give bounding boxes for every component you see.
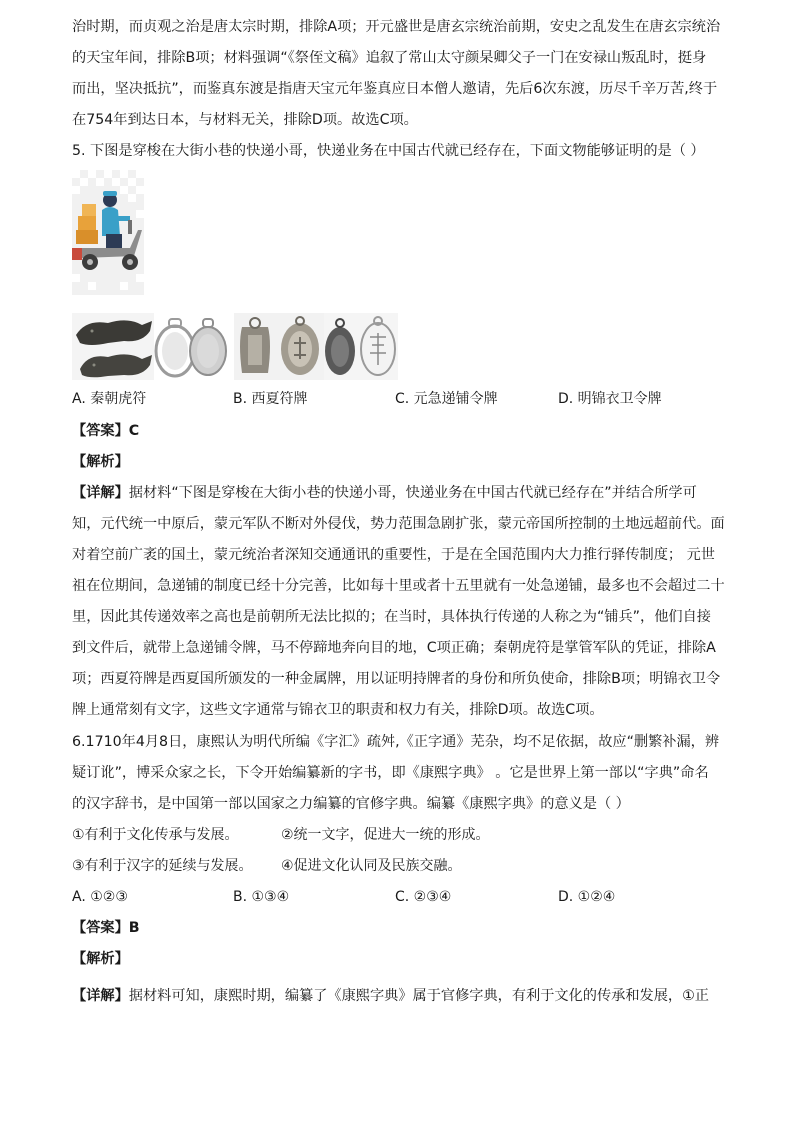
q5-detail-line: 牌上通常刻有文字，这些文字通常与锦衣卫的职责和权力有关，排除D项。故选C项。 xyxy=(72,702,604,718)
q6-item-3: ③有利于汉字的延续与发展。 xyxy=(72,858,253,874)
q5-detail-line: 到文件后，就带上急递铺令牌，马不停蹄地奔向目的地，C项正确；秦朝虎符是掌管军队的凭证，排除A xyxy=(72,640,716,656)
q6-stem-line: 的汉字辞书，是中国第一部以国家之力编纂的官修字典。编纂《康熙字典》的意义是（ ） xyxy=(72,796,630,812)
q4-tail-line: 治时期，而贞观之治是唐太宗时期，排除A项；开元盛世是唐玄宗统治前期，安史之乱发生在唐玄宗统治 xyxy=(72,19,721,35)
yuan-express-token-icon xyxy=(234,313,324,380)
tiger-tally-icon xyxy=(72,313,154,380)
q5-option-c[interactable]: C. 元急递铺令牌 xyxy=(395,391,498,407)
q6-detail-text: 据材料可知，康熙时期，编纂了《康熙字典》属于官修字典，有利于文化的传承和发展，①正 xyxy=(128,988,709,1004)
q5-option-a[interactable]: A. 秦朝虎符 xyxy=(72,391,147,407)
q6-detail-line xyxy=(72,983,709,1009)
q6-stem-line: 6.1710年4月8日，康熙认为明代所编《字汇》疏舛,《正字通》芜杂，均不足依据，故应“删繁补漏，辨 xyxy=(72,734,720,750)
q5-detail-line xyxy=(72,480,697,506)
courier-scooter-icon xyxy=(72,170,144,295)
q5-detail-label: 【详解】 xyxy=(72,485,129,501)
q5-answer: 【答案】C xyxy=(72,423,140,439)
q5-detail-line: 对着空前广袤的国土，蒙元统治者深知交通通讯的重要性，于是在全国范围内大力推行驿传制度； 元世 xyxy=(72,547,715,563)
q5-detail-line: 里，因此其传递效率之高也是前朝所无法比拟的；在当时，具体执行传递的人称之为“铺兵”，他们自接 xyxy=(72,609,711,625)
artifacts-row xyxy=(72,313,398,380)
q6-option-a[interactable]: A. ①②③ xyxy=(72,889,128,905)
ming-token-icon xyxy=(324,313,398,380)
q6-option-c[interactable]: C. ②③④ xyxy=(395,889,452,905)
q6-option-b[interactable]: B. ①③④ xyxy=(233,889,290,905)
q6-answer: 【答案】B xyxy=(72,920,140,936)
q6-option-d[interactable]: D. ①②④ xyxy=(558,889,616,905)
q6-item-4: ④促进文化认同及民族交融。 xyxy=(281,858,462,874)
q5-stem: 5. 下图是穿梭在大街小巷的快递小哥，快递业务在中国古代就已经存在，下面文物能够证明的是（ ） xyxy=(72,143,705,159)
q6-detail-label: 【详解】 xyxy=(72,988,129,1004)
q5-detail-text: 据材料“下图是穿梭在大街小巷的快递小哥，快递业务在中国古代就已经存在”并结合所学可 xyxy=(128,485,697,501)
q4-tail-line: 而出，坚决抵抗”，而鉴真东渡是指唐天宝元年鉴真应日本僧人邀请，先后6次东渡，历尽千辛万苦,终于 xyxy=(72,81,718,97)
q5-option-d[interactable]: D. 明锦衣卫令牌 xyxy=(558,391,662,407)
q5-detail-line: 项；西夏符牌是西夏国所颁发的一种金属牌，用以证明持牌者的身份和所负使命，排除B项；明锦衣卫令 xyxy=(72,671,721,687)
q4-tail-line: 的天宝年间，排除B项；材料强调“《祭侄文稿》追叙了常山太守颜杲卿父子一门在安禄山叛乱时，挺身 xyxy=(72,50,707,66)
q5-analysis-label: 【解析】 xyxy=(72,454,129,470)
q6-item-2: ②统一文字，促进大一统的形成。 xyxy=(281,827,490,843)
q5-option-b[interactable]: B. 西夏符牌 xyxy=(233,391,308,407)
q4-tail-line: 在754年到达日本，与材料无关，排除D项。故选C项。 xyxy=(72,112,418,128)
q6-analysis-label: 【解析】 xyxy=(72,951,129,967)
q5-detail-line: 知，元代统一中原后，蒙元军队不断对外侵伐，势力范围急剧扩张，蒙元帝国所控制的土地远超前代。面 xyxy=(72,516,725,532)
q6-item-1: ①有利于文化传承与发展。 xyxy=(72,827,239,843)
q6-stem-line: 疑订讹”，博采众家之长，下令开始编纂新的字书，即《康熙字典》 。它是世界上第一部以“字典”命名 xyxy=(72,765,709,781)
q5-detail-line: 祖在位期间，急递铺的制度已经十分完善，比如每十里或者十五里就有一处急递铺，最多也不会超过二十 xyxy=(72,578,725,594)
